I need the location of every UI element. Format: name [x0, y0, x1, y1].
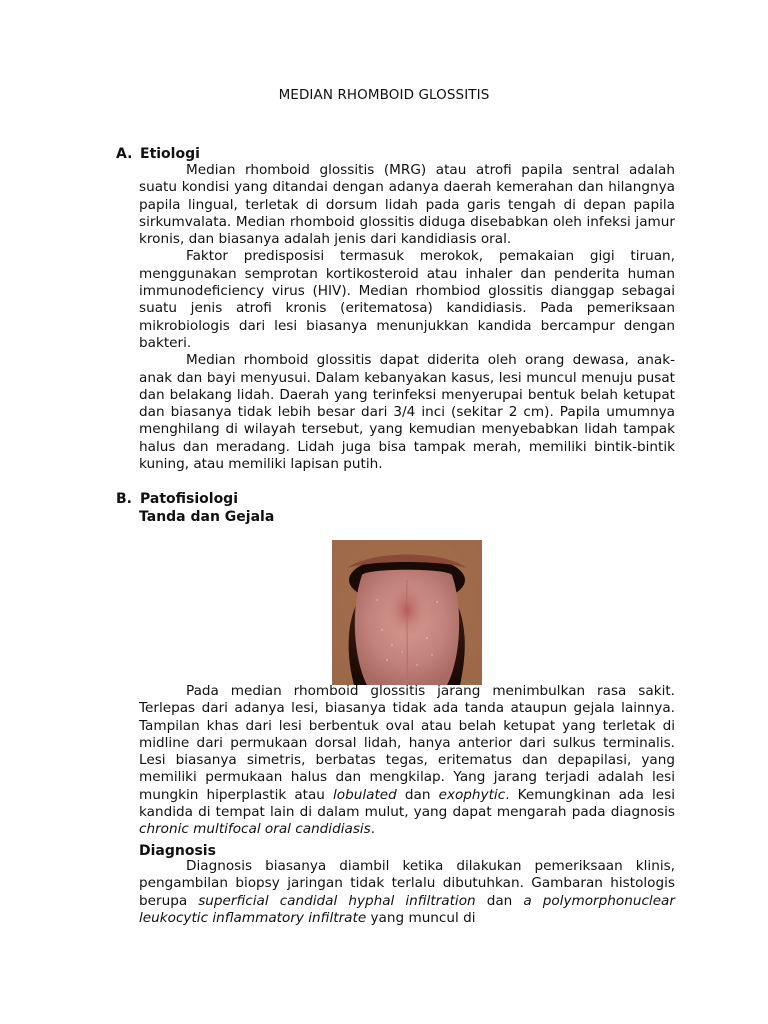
section-a-heading: [116, 146, 200, 162]
italic-term: chronic multifocal oral candidiasis: [139, 821, 371, 838]
subheading-tanda-gejala: Tanda dan Gejala: [139, 509, 275, 525]
section-a-paragraph-3: Median rhomboid glossitis dapat diderita oleh orang dewasa, anak-anak dan bayi menyusui. Dalam kebanyakan kasus, lesi muncul menuju pusat dan belakang lidah. Daerah yang terinfeksi menyerupai bentuk belah ketupat dan biasanya tidak lebih besar dari 3/4 inci (sekitar 2 cm). Papila umumnya menghilang di wilayah tersebut, yang kemudian menyebabkan lidah tampak halus dan meradang. Lidah juga bisa tampak merah, memiliki bintik-bintik kuning, atau memiliki lapisan putih.: [139, 352, 675, 473]
italic-term: lobulated: [333, 786, 397, 803]
section-a-title: Etiologi: [140, 146, 200, 162]
subheading-diagnosis: Diagnosis: [139, 843, 216, 859]
section-b-title: Patofisiologi: [140, 491, 239, 507]
text-run: Pada median rhomboid glossitis jarang menimbulkan rasa sakit. Terlepas dari adanya lesi, biasanya tidak ada tanda ataupun gejala lainnya. Tampilan khas dari lesi berbentuk oval atau belah ketupat yang terletak di midline dari permukaan dorsal lidah, hanya anterior dari sulkus terminalis. Lesi biasanya simetris, berbatas tegas, eritematus dan depapilasi, yang memiliki permukaan halus dan mengkilap. Yang jarang terjadi adalah lesi mungkin hiperplastik atau: [139, 683, 675, 803]
text-run: . Kemungkinan ada lesi kandida di tempat lain di dalam mulut, yang dapat mengarah pada diagnosis: [139, 786, 675, 821]
text-run: Diagnosis biasanya diambil ketika dilakukan pemeriksaan klinis, pengambilan biopsy jaringan tidak terlalu dibutuhkan. Gambaran histologis berupa: [139, 858, 675, 909]
tongue-photo: [332, 540, 482, 685]
section-b-letter: B.: [116, 491, 132, 507]
section-a-letter: A.: [116, 146, 133, 162]
tanda-gejala-paragraph: [139, 683, 675, 839]
text-run: .: [370, 821, 376, 838]
italic-term: superficial candidal hyphal infiltration: [198, 892, 476, 909]
document-title: MEDIAN RHOMBOID GLOSSITIS: [278, 87, 490, 103]
text-run: dan: [475, 892, 524, 909]
section-b-heading: [116, 491, 238, 507]
text-run: yang muncul di: [366, 909, 476, 926]
section-b-body: [139, 683, 675, 839]
text-run: dan: [396, 786, 439, 803]
section-a-body: [139, 162, 675, 473]
tongue-image-icon: [332, 540, 482, 685]
section-a-paragraph-2: Faktor predisposisi termasuk merokok, pemakaian gigi tiruan, menggunakan semprotan kortikosteroid atau inhaler dan penderita human immunodeficiency virus (HIV). Median rhombiod glossitis dianggap sebagai suatu jenis atrofi kronis (eritematosa) kandidiasis. Pada pemeriksaan mikrobiologis dari lesi biasanya menunjukkan kandida bercampur dengan bakteri.: [139, 248, 675, 351]
italic-term: exophytic: [438, 786, 506, 803]
italic-term: a polymorphonuclear leukocytic inflammatory infiltrate: [139, 892, 675, 926]
section-a-paragraph-1: Median rhomboid glossitis (MRG) atau atrofi papila sentral adalah suatu kondisi yang ditandai dengan adanya daerah kemerahan dan hilangnya papila lingual, terletak di dorsum lidah pada garis tengah di depan papila sirkumvalata. Median rhomboid glossitis diduga disebabkan oleh infeksi jamur kronis, dan biasanya adalah jenis dari kandidiasis oral.: [139, 162, 675, 248]
diagnosis-paragraph: [139, 858, 675, 927]
diagnosis-body: [139, 858, 675, 927]
